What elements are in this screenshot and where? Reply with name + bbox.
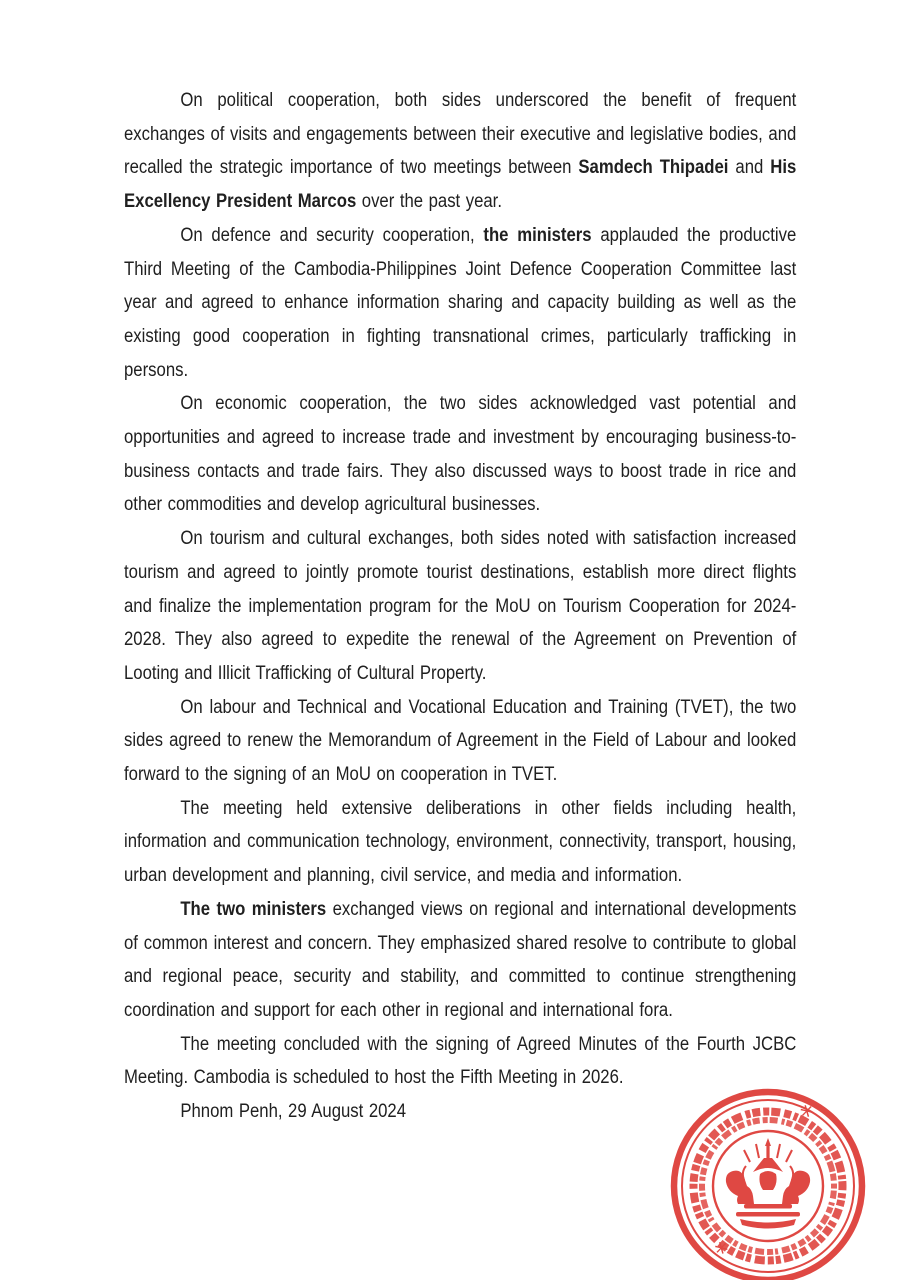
- dateline: Phnom Penh, 29 August 2024: [180, 1101, 407, 1123]
- separator-star: *: [712, 1236, 734, 1270]
- text-segment: and: [728, 157, 771, 179]
- paragraph: [124, 219, 796, 388]
- paragraph: [124, 84, 796, 219]
- text-segment: On political cooperation, both sides underscored the benefit of frequent exchanges of visits and engagements between their executive and legislative bodies, and recalled the strategic importance of two meetings between: [124, 90, 797, 179]
- text-segment: The meeting held extensive deliberations in other fields including health, information and communication technology, environment, connectivity, transport, housing, urban development and planning, civil service, and media and information.: [124, 797, 797, 887]
- text-segment: over the past year.: [356, 191, 502, 213]
- paragraph: [124, 792, 796, 893]
- paragraph: [124, 522, 796, 691]
- text-segment: On defence and security cooperation,: [180, 224, 484, 246]
- document-body: [124, 84, 796, 1095]
- paragraph: [124, 691, 796, 792]
- paragraph: [124, 1028, 796, 1095]
- text-segment: On labour and Technical and Vocational Education and Training (TVET), the two sides agreed to renew the Memorandum of Agreement in the Field of Labour and looked forward to the signing of an MoU on cooperation in TVET.: [124, 696, 797, 786]
- text-segment: the ministers: [483, 224, 592, 246]
- text-segment: On tourism and cultural exchanges, both sides noted with satisfaction increased tourism and agreed to jointly promote tourist destinations, establish more direct flights and finalize the implementation program for the MoU on Tourism Cooperation for 2024-2028. They also agreed to expedite the renewal of the Agreement on Prevention of Looting and Illicit Trafficking of Cultural Property.: [124, 528, 797, 684]
- text-segment: exchanged views on regional and international developments of common interest and concern. They emphasized shared resolve to contribute to global and regional peace, security and stability, and committed to continue strengthening coordination and support for each other in regional and international fora.: [124, 898, 797, 1021]
- text-segment: On economic cooperation, the two sides acknowledged vast potential and opportunities and agreed to increase trade and investment by encouraging business-to-business contacts and trade fairs. They also discussed ways to boost trade in rice and other commodities and develop agricultural businesses.: [124, 393, 797, 516]
- document-content: [124, 84, 796, 1129]
- text-segment: The meeting concluded with the signing of Agreed Minutes of the Fourth JCBC Meeting. Cambodia is scheduled to host the Fifth Meeting in 2026.: [124, 1033, 797, 1089]
- text-segment: His Excellency President Marcos: [124, 157, 797, 213]
- royal-arms-emblem: [726, 1138, 810, 1229]
- text-segment: The two ministers: [180, 898, 327, 920]
- paragraph: [124, 387, 796, 522]
- text-segment: Samdech Thipadei: [578, 157, 729, 179]
- royal-seal-stamp-icon: [668, 1086, 868, 1280]
- paragraph: [124, 893, 796, 1028]
- separator-star: *: [797, 1099, 819, 1133]
- text-segment: applauded the productive Third Meeting of the Cambodia-Philippines Joint Defence Cooperation Committee last year and agreed to enhance information sharing and capacity building as well as the existing good cooperation in fighting transnational crimes, particularly trafficking in persons.: [124, 224, 797, 381]
